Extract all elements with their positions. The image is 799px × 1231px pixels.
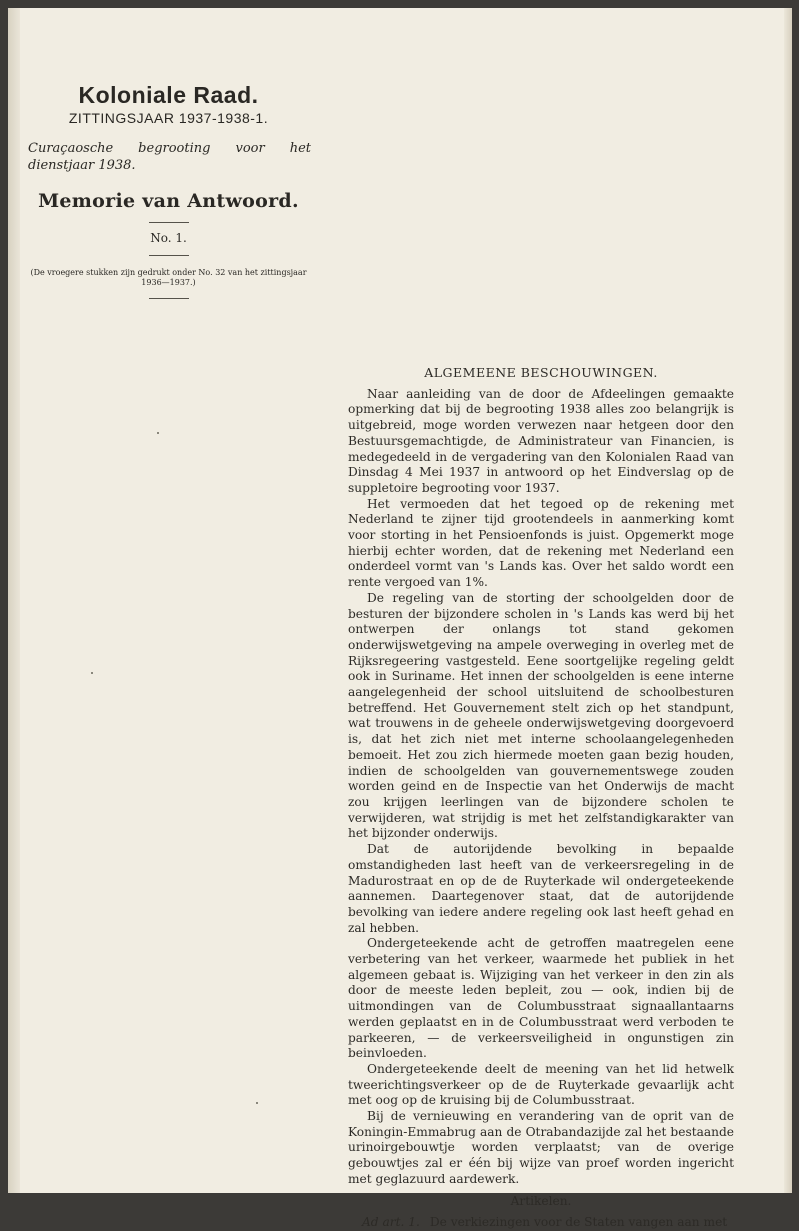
paper-speck bbox=[157, 432, 159, 434]
paragraph: Naar aanleiding van de door de Afdeelingen gemaakte opmerking dat bij de begrooting 1938 alles zoo belangrijk is uitgebreid, moge worden verwezen naar hetgeen door den Bestuursgemachtigde, de Administrateur van Financien, is medegedeeld in de vergadering van den Kolonialen Raad van Dinsdag 4 Mei 1937 in antwoord op het Eindverslag op de suppletoire begrooting voor 1937. bbox=[348, 386, 734, 495]
document-type: Memorie van Antwoord. bbox=[38, 190, 299, 212]
paragraph: Ondergeteekende deelt de meening van het lid hetwelk tweerichtingsverkeer op de de Ruyterkade gevaarlijk acht met oog op de kruising bij de Columbusstraat. bbox=[348, 1061, 734, 1108]
reference-note: (De vroegere stukken zijn gedrukt onder No. 32 van het zittingsjaar 1936—1937.) bbox=[30, 268, 307, 287]
budget-subject: Curaçaosche begrooting voor het dienstjaar 1938. bbox=[28, 141, 311, 173]
divider bbox=[149, 222, 189, 223]
paragraph: Het vermoeden dat het tegoed op de rekening met Nederland te zijner tijd grootendeels in aanmerking komt voor storting in het Pensioenfonds is juist. Opgemerkt moge hierbij echter worden, dat de rekening met Nederland een onderdeel vormt van 's Lands kas. Over het saldo wordt een rente vergoed van 1%. bbox=[348, 496, 734, 590]
paragraph: Dat de autorijdende bevolking in bepaalde omstandigheden last heeft van de verkeersregeling in de Madurostraat en op de de Ruyterkade wil ondergeteekende aannemen. Daartegenover staat, dat de autorijdende bevolking van iedere andere regeling ook last heeft gehad en zal hebben. bbox=[348, 842, 734, 935]
paper-speck bbox=[91, 672, 93, 674]
document-number: No. 1. bbox=[150, 231, 187, 245]
paper-speck bbox=[256, 1102, 258, 1104]
article-text: De verkiezingen voor de Staten vangen aan met bbox=[429, 1215, 728, 1230]
document-header bbox=[26, 82, 311, 299]
institution-title: Koloniale Raad. bbox=[78, 82, 259, 108]
page-edge bbox=[784, 8, 792, 1193]
binding-spine bbox=[8, 8, 20, 1193]
paragraph: De regeling van de storting der schoolgelden door de besturen der bijzondere scholen in 's Lands kas werd bij het ontwerpen der onlangs tot stand gekomen onderwijswetgeving na ampele overweging in overleg met de Rijksregeering vastgesteld. Eene soortgelijke regeling geldt ook in Suriname. Het innen der schoolgelden is eene interne aangelegenheid der school uitsluitend de schoolbesturen betreffend. Het Gouvernement stelt zich op het standpunt, wat trouwens in de geheele onderwijswetgeving doorgevoerd is, dat het zich niet met interne schoolaangelegenheden bemoeit. Het zou zich hiermede moeten gaan bezig houden, indien de schoolgelden van gouvernementswege zouden worden geind en de Inspectie van het Onderwijs de macht zou krijgen leerlingen van de bijzondere scholen te verwijderen, wat strijdig is met het zelfstandigkarakter van het bijzonder onderwijs. bbox=[348, 590, 734, 841]
session-year: ZITTINGSJAAR 1937-1938-1. bbox=[68, 110, 269, 126]
section-title: ALGEMEENE BESCHOUWINGEN. bbox=[424, 365, 658, 380]
divider bbox=[149, 298, 189, 299]
divider bbox=[149, 255, 189, 256]
articles-heading: Artikelen. bbox=[510, 1193, 572, 1208]
body-column bbox=[348, 365, 734, 1231]
paragraph: Ondergeteekende acht de getroffen maatregelen eene verbetering van het verkeer, waarmede het publiek in het algemeen gebaat is. Wijziging van het verkeer in den zin als door de meeste leden bepleit, zou — ook, indien bij de uitmondingen van de Columbusstraat signaallantaarns werden geplaatst en in de Columbusstraat werd verboden te parkeeren, — de verkeersveiligheid in ongunstigen zin beinvloeden. bbox=[348, 936, 734, 1061]
document-page bbox=[8, 8, 792, 1230]
article-reference: Ad art. 1. bbox=[362, 1215, 420, 1230]
paragraph: Bij de vernieuwing en verandering van de oprit van de Koningin-Emmabrug aan de Otrabandazijde zal het bestaande urinoirgebouwtje worden verplaatst; van de overige gebouwtjes zal er één bij wijze van proef worden ingericht met geglazuurd aardewerk. bbox=[348, 1109, 734, 1186]
article-line bbox=[348, 1215, 734, 1231]
